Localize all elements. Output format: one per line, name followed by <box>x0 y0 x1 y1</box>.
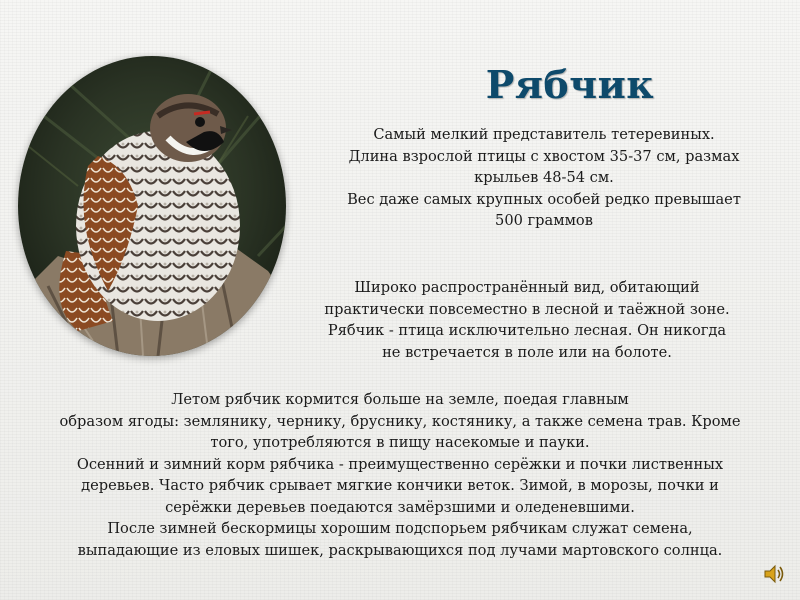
text-line: Вес даже самых крупных особей редко превышает <box>347 190 741 208</box>
sound-speaker-icon[interactable] <box>762 562 786 586</box>
text-line: 500 граммов <box>495 212 593 229</box>
size-description <box>296 124 792 232</box>
text-line: того, употребляются в пищу насекомые и пауки. <box>210 434 590 451</box>
text-line: выпадающие из еловых шишек, раскрывающихся под лучами мартовского солнца. <box>77 541 723 559</box>
text-line: После зимней бескормицы хорошим подспорьем рябчикам служат семена, <box>107 520 693 537</box>
text-line: Осенний и зимний корм рябчика - преимущественно серёжки и почки лиственных <box>76 455 724 473</box>
text-line: Широко распространённый вид, обитающий <box>354 279 700 296</box>
habitat-description <box>292 277 762 363</box>
text-line: серёжки деревьев поедаются замёрзшими и оледеневшими. <box>165 498 635 516</box>
text-line: Длина взрослой птицы с хвостом 35-37 см, размах <box>348 147 740 165</box>
hazel-grouse-photo <box>18 56 286 356</box>
text-line: не встречается в поле или на болоте. <box>382 343 672 361</box>
text-line: крыльев 48-54 см. <box>474 169 614 186</box>
diet-description <box>12 389 788 561</box>
text-line: Рябчик - птица исключительно лесная. Он никогда <box>327 322 727 339</box>
text-line: практически повсеместно в лесной и таёжной зоне. <box>324 300 730 318</box>
text-line: Самый мелкий представитель тетеревиных. <box>373 126 715 143</box>
text-line: деревьев. Часто рябчик срывает мягкие кончики веток. Зимой, в морозы, почки и <box>81 477 719 494</box>
text-line: Летом рябчик кормится больше на земле, поедая главным <box>171 391 629 408</box>
page-title: Рябчик <box>485 62 655 107</box>
text-line: образом ягоды: землянику, чернику, бруснику, костянику, а также семена трав. Кроме <box>59 412 741 430</box>
